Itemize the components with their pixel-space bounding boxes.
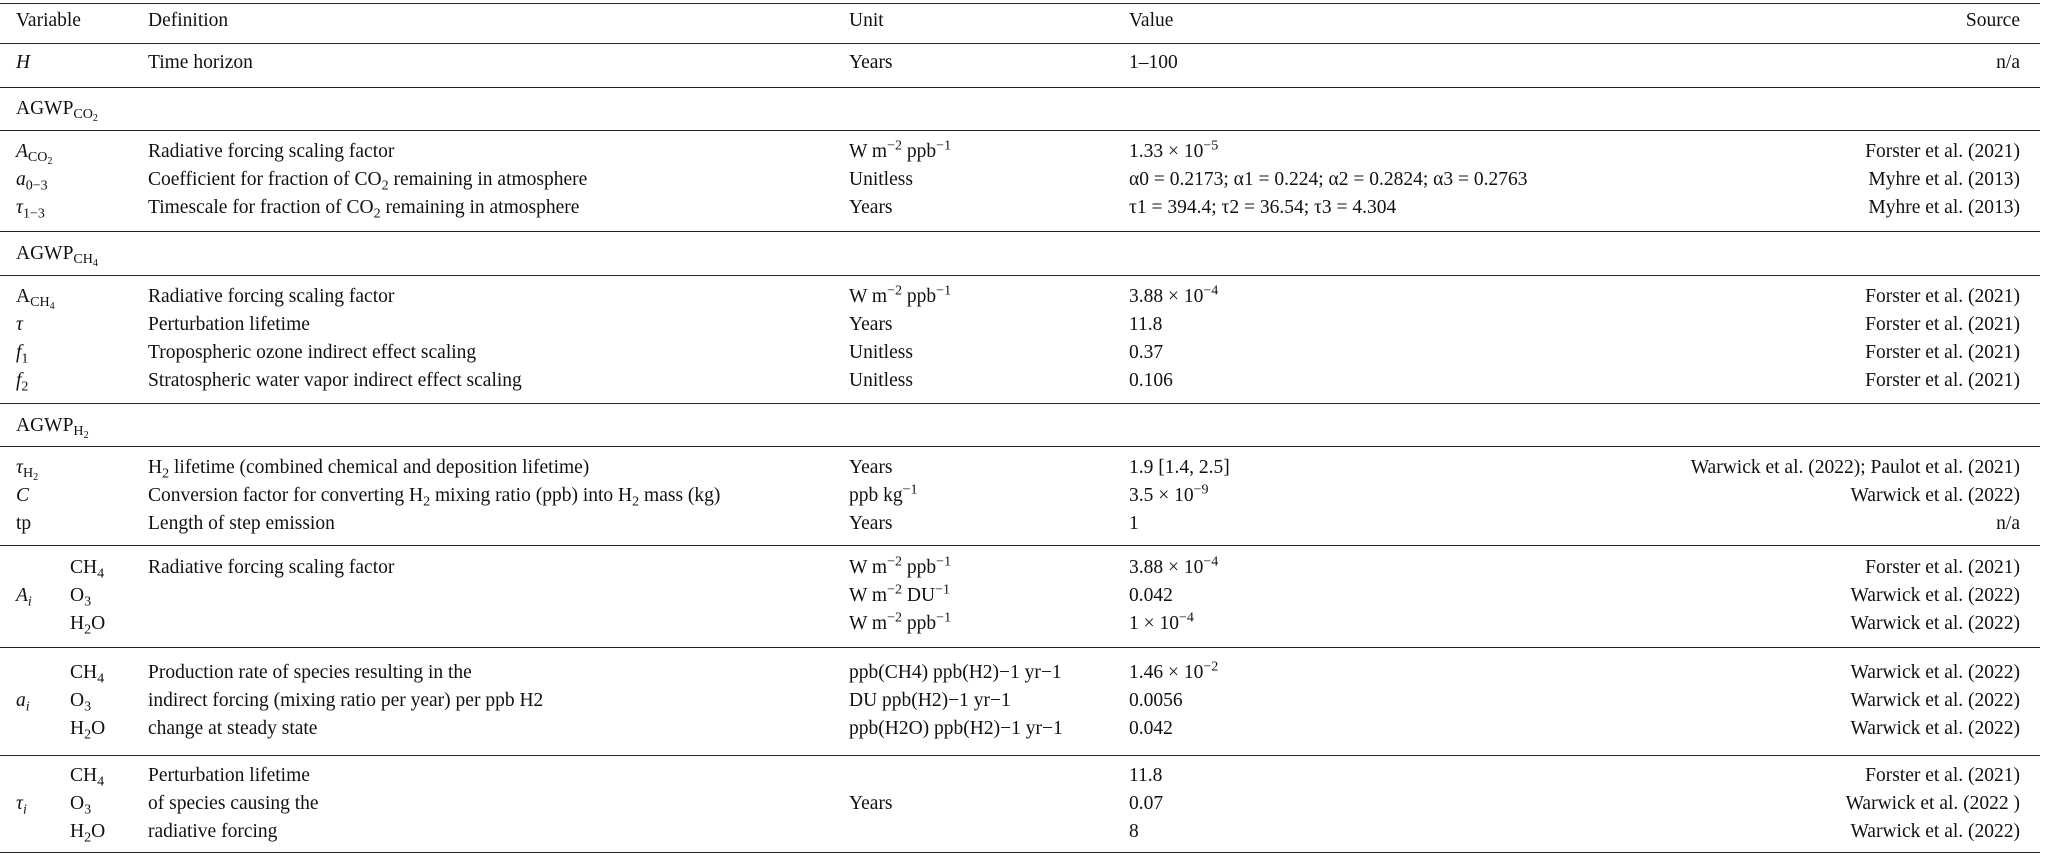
cell-definition: Tropospheric ozone indirect effect scaling (148, 342, 477, 363)
cell-definition: change at steady state (148, 718, 318, 739)
cell-value: 1 (1129, 513, 1139, 534)
table-rule (0, 130, 2040, 131)
cell-source: n/a (1996, 513, 2020, 534)
cell-source: Warwick et al. (2022) (1850, 613, 2020, 634)
cell-source: Warwick et al. (2022); Paulot et al. (2021) (1690, 457, 2020, 478)
cell-value: 11.8 (1129, 765, 1163, 786)
cell-unit: Years (849, 457, 893, 478)
cell-species: $O_3$ (70, 690, 92, 715)
cell-variable: H (16, 52, 31, 73)
cell-source: Warwick et al. (2022) (1850, 690, 2020, 711)
table-rule (0, 755, 2040, 756)
cell-source: Forster et al. (2021) (1865, 370, 2020, 391)
cell-value: 8 (1129, 821, 1139, 842)
cell-species: $O_3$ (70, 585, 92, 610)
cell-value: $3.5 \times 10^{-9}$ (1129, 481, 1209, 506)
cell-unit: Years (849, 197, 893, 218)
table-rule (0, 3, 2040, 4)
cell-source: n/a (1996, 52, 2020, 73)
cell-definition: Timescale for fraction of $CO_2$ remaining in atmosphere (148, 197, 580, 222)
cell-value: τ1 = 394.4; τ2 = 36.54; τ3 = 4.304 (1129, 197, 1397, 218)
header-definition: Definition (148, 10, 229, 31)
cell-variable: $f_2$ (16, 370, 29, 395)
cell-definition: Stratospheric water vapor indirect effect scaling (148, 370, 522, 391)
cell-definition: Perturbation lifetime (148, 314, 310, 335)
table-rule (0, 545, 2040, 546)
cell-unit: Unitless (849, 169, 913, 190)
cell-species: $CH_4$ (70, 662, 105, 687)
header-value: Value (1129, 10, 1174, 31)
cell-value: 0.106 (1129, 370, 1173, 391)
cell-unit: W $m^{-2}$ $DU^{-1}$ (849, 581, 951, 606)
cell-unit: W $m^{-2}$ ppb$^{-1}$ (849, 282, 952, 307)
cell-source: Myhre et al. (2013) (1868, 169, 2020, 190)
cell-source: Forster et al. (2021) (1865, 765, 2020, 786)
cell-value: 1–100 (1129, 52, 1178, 73)
cell-source: Warwick et al. (2022) (1850, 821, 2020, 842)
cell-value: 0.042 (1129, 585, 1173, 606)
cell-variable: $\tau_{H_2}$ (16, 457, 39, 484)
header-variable: Variable (16, 10, 81, 31)
cell-variable: $\tau_{1-3}$ (16, 197, 45, 222)
cell-unit: ppb $kg^{-1}$ (849, 481, 918, 506)
table-rule (0, 446, 2040, 447)
section-title-agwp-co2: $AGWP_{CO_2}$ (16, 98, 98, 125)
cell-source: Forster et al. (2021) (1865, 141, 2020, 162)
cell-definition: Radiative forcing scaling factor (148, 557, 395, 578)
cell-unit: ppb(H2O) ppb(H2)−1 yr−1 (849, 718, 1063, 739)
cell-source: Warwick et al. (2022) (1850, 662, 2020, 683)
cell-definition: Production rate of species resulting in the (148, 662, 472, 683)
cell-species: $H_2O$ (70, 718, 106, 743)
cell-source: Warwick et al. (2022) (1850, 718, 2020, 739)
section-title-agwp-h2: $AGWP_{H_2}$ (16, 415, 89, 442)
cell-value: 1.9 [1.4, 2.5] (1129, 457, 1230, 478)
cell-unit: W $m^{-2}$ ppb$^{-1}$ (849, 553, 952, 578)
cell-value: $3.88 \times 10^{-4}$ (1129, 282, 1219, 307)
cell-unit: Years (849, 513, 893, 534)
cell-species: $H_2O$ (70, 821, 106, 846)
cell-variable: $A_{CO_2}$ (16, 141, 53, 168)
cell-source: Warwick et al. (2022) (1850, 585, 2020, 606)
cell-source: Forster et al. (2021) (1865, 314, 2020, 335)
table-rule (0, 403, 2040, 404)
cell-definition: of species causing the (148, 793, 319, 814)
cell-value: 0.07 (1129, 793, 1164, 814)
cell-variable: tp (16, 513, 32, 534)
cell-definition: Radiative forcing scaling factor (148, 141, 395, 162)
table-rule (0, 647, 2040, 648)
cell-value: 0.37 (1129, 342, 1164, 363)
cell-unit: Years (849, 314, 893, 335)
cell-unit: Unitless (849, 370, 913, 391)
cell-definition: Coefficient for fraction of $CO_2$ remaining in atmosphere (148, 169, 588, 194)
table-rule (0, 231, 2040, 232)
cell-value: 0.042 (1129, 718, 1173, 739)
cell-variable: C (16, 485, 30, 506)
table-rule (0, 87, 2040, 88)
cell-source: Warwick et al. (2022 ) (1845, 793, 2020, 814)
cell-value: α0 = 0.2173; α1 = 0.224; α2 = 0.2824; α3 = 0.2763 (1129, 169, 1528, 190)
cell-species: $CH_4$ (70, 765, 105, 790)
cell-value: 11.8 (1129, 314, 1163, 335)
cell-value: $1.46 \times 10^{-2}$ (1129, 658, 1219, 683)
cell-variable: τ (16, 314, 23, 335)
cell-unit: Unitless (849, 342, 913, 363)
cell-definition: Perturbation lifetime (148, 765, 310, 786)
header-source: Source (1965, 10, 2020, 31)
cell-source: Forster et al. (2021) (1865, 342, 2020, 363)
cell-species: $H_2O$ (70, 613, 106, 638)
table-rule (0, 43, 2040, 44)
cell-value: $1.33 \times 10^{-5}$ (1129, 137, 1219, 162)
group-variable-ai: $A_i$ (16, 585, 32, 610)
section-title-agwp-ch4: $AGWP_{CH_4}$ (16, 243, 98, 270)
cell-species: $CH_4$ (70, 557, 105, 582)
cell-unit: Years (849, 793, 893, 814)
cell-unit: DU ppb(H2)−1 yr−1 (849, 690, 1011, 711)
cell-definition: Length of step emission (148, 513, 335, 534)
cell-source: Forster et al. (2021) (1865, 286, 2020, 307)
cell-source: Myhre et al. (2013) (1868, 197, 2020, 218)
cell-species: $O_3$ (70, 793, 92, 818)
cell-variable: $A_{CH_4}$ (16, 286, 55, 313)
cell-source: Forster et al. (2021) (1865, 557, 2020, 578)
cell-source: Warwick et al. (2022) (1850, 485, 2020, 506)
cell-definition: $H_2$ lifetime (combined chemical and deposition lifetime) (148, 457, 590, 482)
table-rule (0, 852, 2040, 853)
cell-unit: W $m^{-2}$ ppb$^{-1}$ (849, 137, 952, 162)
cell-unit: Years (849, 52, 893, 73)
cell-value: $1 \times 10^{-4}$ (1129, 609, 1194, 634)
header-unit: Unit (849, 10, 884, 31)
cell-value: 0.0056 (1129, 690, 1183, 711)
cell-variable: $f_1$ (16, 342, 29, 367)
group-variable-alpha-i: $a_i$ (16, 690, 30, 715)
cell-unit: W $m^{-2}$ ppb$^{-1}$ (849, 609, 952, 634)
cell-variable: $a_{0-3}$ (16, 169, 48, 194)
cell-definition: Conversion factor for converting $H_2$ mixing ratio (ppb) into $H_2$ mass (kg) (148, 485, 721, 510)
group-variable-tau-i: $\tau_i$ (16, 793, 27, 818)
cell-definition: Time horizon (148, 52, 253, 73)
cell-definition: radiative forcing (148, 821, 278, 842)
table-rule (0, 275, 2040, 276)
cell-definition: Radiative forcing scaling factor (148, 286, 395, 307)
cell-definition: indirect forcing (mixing ratio per year) per ppb H2 (148, 690, 544, 711)
cell-value: $3.88 \times 10^{-4}$ (1129, 553, 1219, 578)
cell-unit: ppb(CH4) ppb(H2)−1 yr−1 (849, 662, 1062, 683)
